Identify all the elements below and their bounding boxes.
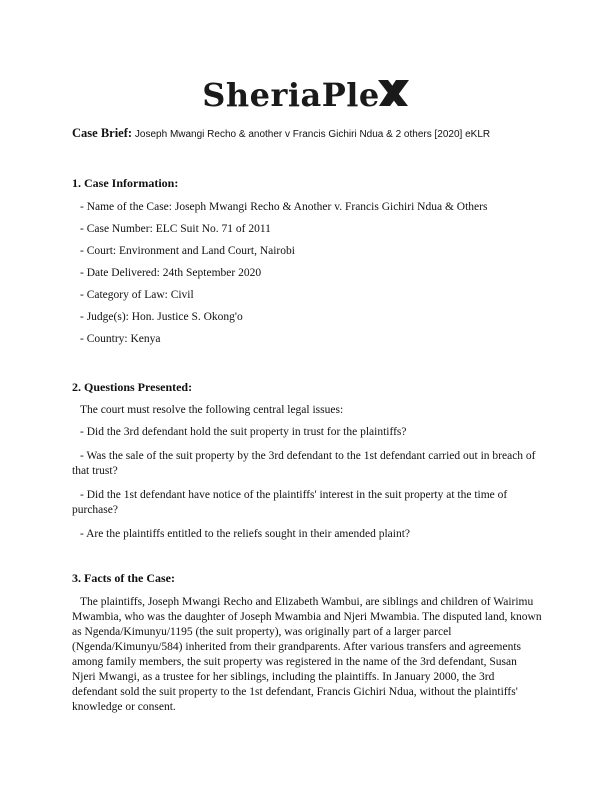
list-item: - Judge(s): Hon. Justice S. Okong'o (80, 311, 243, 323)
section-questions-presented (72, 380, 542, 542)
questions-intro: The court must resolve the following central legal issues: (80, 404, 344, 416)
list-item: - Country: Kenya (80, 333, 161, 345)
list-item: - Date Delivered: 24th September 2020 (80, 267, 262, 279)
question-item: - Did the 3rd defendant hold the suit property in trust for the plaintiffs? (80, 426, 407, 438)
section-heading: 2. Questions Presented: (72, 380, 193, 394)
section-facts-of-case (72, 571, 542, 715)
section-heading: 3. Facts of the Case: (72, 571, 175, 585)
logo-wordmark: SheriaPle (202, 76, 380, 114)
x-mark-icon (376, 78, 410, 113)
list-item: - Name of the Case: Joseph Mwangi Recho & Another v. Francis Gichiri Ndua & Others (80, 201, 488, 213)
list-item: - Category of Law: Civil (80, 289, 194, 301)
list-item: - Court: Environment and Land Court, Nairobi (80, 245, 295, 257)
question-item: - Are the plaintiffs entitled to the reliefs sought in their amended plaint? (80, 528, 411, 540)
case-info-list (72, 200, 542, 346)
case-brief-title: Joseph Mwangi Recho & another v Francis Gichiri Ndua & 2 others [2020] eKLR (134, 129, 491, 140)
list-item: - Case Number: ELC Suit No. 71 of 2011 (80, 223, 271, 235)
case-brief-label: Case Brief: (72, 126, 133, 140)
question-item: - Was the sale of the suit property by the 3rd defendant to the 1st defendant carried out in breach of that trust? (72, 450, 536, 477)
question-item: - Did the 1st defendant have notice of the plaintiffs' interest in the suit property at the time of purchase? (72, 489, 508, 516)
case-brief-line (72, 126, 542, 141)
sheriaplex-logo (0, 76, 612, 114)
section-case-information (72, 176, 542, 346)
facts-paragraph: The plaintiffs, Joseph Mwangi Recho and Elizabeth Wambui, are siblings and children of Wairimu Mwambia, who was the daughter of Joseph Mwambia and Njeri Mwambia. The disputed land, known as Ngenda/Kimunyu/1195 (the suit property), was originally part of a larger parcel (Ngenda/Kimunyu/584) inherited from their grandparents. After various transfers and agreements among family members, the suit property was registered in the name of the 3rd defendant, Susan Njeri Mwangi, as a trustee for her siblings, including the plaintiffs. In January 2000, the 3rd defendant sold the suit property to the 1st defendant, Francis Gichiri Ndua, without the plaintiffs' knowledge or consent. (72, 596, 542, 713)
section-heading: 1. Case Information: (72, 176, 179, 190)
